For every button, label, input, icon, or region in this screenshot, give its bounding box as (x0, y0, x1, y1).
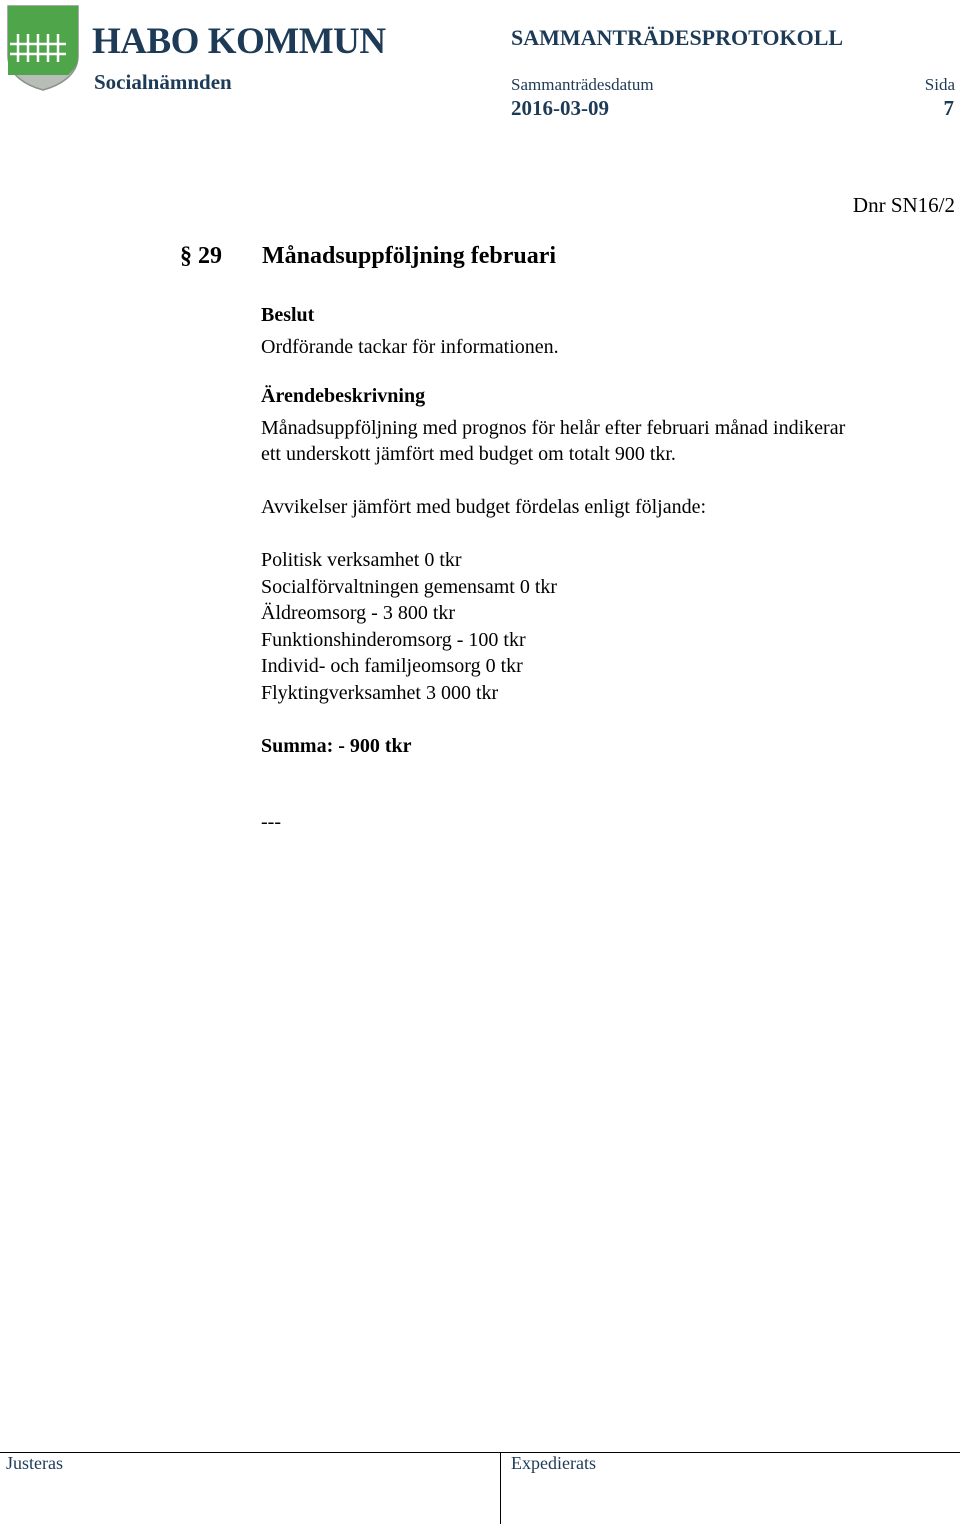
section-heading (180, 243, 556, 270)
committee-name: Socialnämnden (94, 70, 232, 94)
list-item: Funktionshinderomsorg - 100 tkr (261, 628, 526, 651)
footer-rule (0, 1452, 960, 1453)
footer-justeras-label: Justeras (6, 1453, 63, 1473)
section-separator: --- (261, 811, 281, 833)
section-number-value: 29 (198, 243, 222, 269)
logo-wordmark: HABO KOMMUN (92, 21, 386, 62)
list-item: Socialförvaltningen gemensamt 0 tkr (261, 575, 558, 598)
case-number: Dnr SN16/2 (852, 193, 955, 217)
beslut-text: Ordförande tackar för informationen. (261, 335, 559, 358)
avvikelser-list (261, 547, 557, 706)
list-item: Flyktingverksamhet 3 000 tkr (261, 681, 499, 704)
arende-heading: Ärendebeskrivning (261, 385, 426, 407)
section-symbol: § (180, 243, 192, 269)
section-title: Månadsuppföljning februari (262, 243, 557, 269)
document-title: SAMMANTRÄDESPROTOKOLL (511, 25, 844, 50)
meeting-date-label: Sammanträdesdatum (511, 75, 654, 94)
list-item: Politisk verksamhet 0 tkr (261, 549, 462, 571)
arende-line-2: ett underskott jämfört med budget om totalt 900 tkr. (261, 443, 676, 465)
arende-block (261, 383, 845, 468)
arende-line-1: Månadsuppföljning med prognos för helår efter februari månad indikerar (261, 416, 846, 439)
footer-divider (500, 1452, 501, 1524)
summa-total: Summa: - 900 tkr (261, 735, 412, 757)
page-number: 7 (943, 96, 954, 120)
footer-expedierats-label: Expedierats (511, 1453, 596, 1473)
section-number (180, 243, 262, 270)
list-item: Äldreomsorg - 3 800 tkr (261, 602, 456, 624)
beslut-heading: Beslut (261, 304, 315, 326)
avvikelser-intro: Avvikelser jämfört med budget fördelas enligt följande: (261, 496, 707, 518)
meeting-date-value: 2016-03-09 (511, 96, 609, 120)
page-label: Sida (924, 75, 955, 94)
beslut-block (261, 302, 559, 360)
list-item: Individ- och familjeomsorg 0 tkr (261, 655, 523, 677)
municipal-shield-logo (6, 4, 80, 92)
